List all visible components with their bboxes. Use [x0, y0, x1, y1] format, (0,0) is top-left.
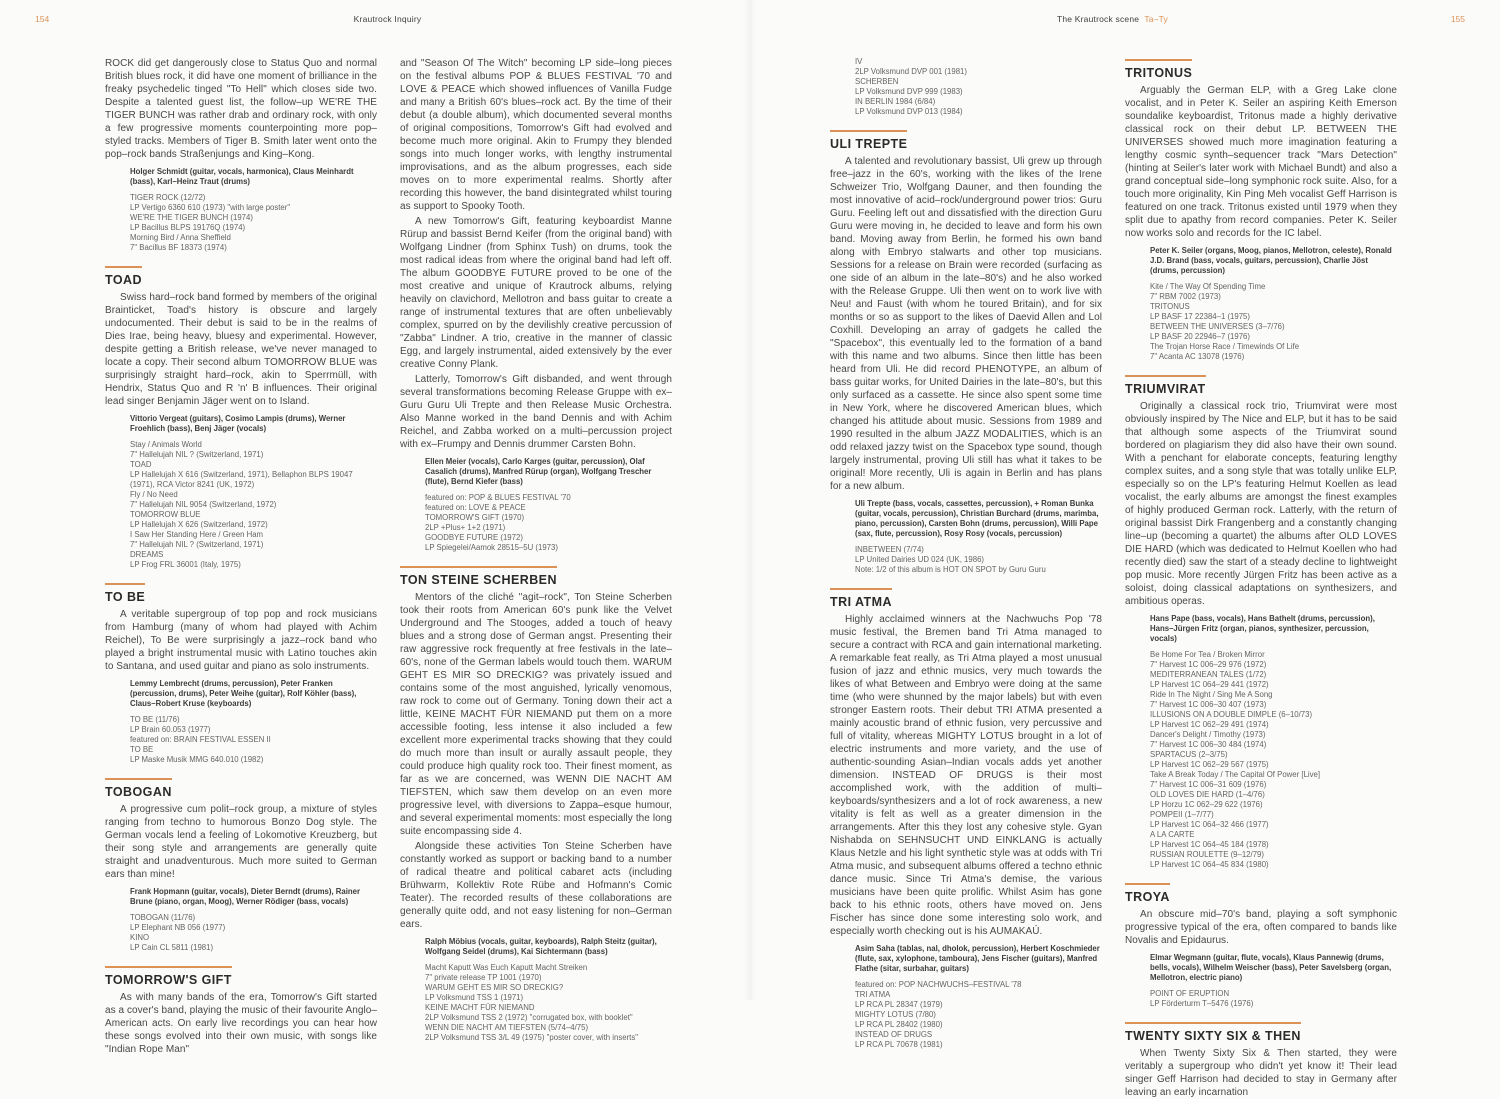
body-paragraph: An obscure mid–70's band, playing a soft symphonic progressive typical of the era, often compared to bands like Novalis and Epidaurus. [1125, 909, 1397, 946]
text-column-2 [400, 57, 672, 1042]
discography-line: LP Hallelujah X 616 (Switzerland, 1971), Bellaphon BLPS 19047 (1971), RCA Victor 8241 (UK, 1972) [130, 470, 353, 489]
discography-line: 7" RBM 7002 (1973) [1150, 292, 1221, 301]
discography-line: featured on: POP NACHWUCHS–FESTIVAL '78 [855, 980, 1022, 989]
discography-line: LP Volksmund TSS 1 (1971) [425, 993, 524, 1002]
discography-line: TOMORROW BLUE [130, 510, 201, 519]
discography-line: 7" Acanta AC 13078 (1976) [1150, 352, 1245, 361]
lineup-credits: Elmar Wegmann (guitar, flute, vocals), Klaus Pannewig (drums, bells, vocals), Wilhelm Weischer (bass), Peter Savelsberg (organ, Mellotron, electric piano) [1150, 953, 1392, 982]
discography-line: 7" Hallelujah NIL 9054 (Switzerland, 1972) [130, 500, 277, 509]
discography-line: LP Brain 60.053 (1977) [130, 725, 211, 734]
page-number-right: 155 [1450, 14, 1465, 24]
discography-line: LP Cain CL 5811 (1981) [130, 943, 214, 952]
body-paragraph: Highly acclaimed winners at the Nachwuchs Pop '78 music festival, the Bremen band Tri Atma managed to secure a contract with RCA and gain international marketing. A remarkable feat really, as Tri Atma played a most unusual fusion of jazz and ethnic musics, very much towards the likes of what Between and Embryo were doing at the same time (who were shunned by the major labels) but with even stronger Eastern roots. Their debut TRI ATMA presented a mainly acoustic brand of ethnic fusion, very percussive and full of vitality, whereas MIGHTY LOTUS brought in a lot of electric instruments and more variety, and the use of authentic-sounding Asian–Indian vocals adds yet another dimension. INSTEAD OF DRUGS is their most accomplished work, with the addition of multi–keyboards/synthesizers and a lot of rock awareness, a new vitality is felt as well as a greater dimension in the arrangements. After this they lost any cohesive style. Gyan Nishabda on SEHNSUCHT UND EINKLANG is actually Klaus Netzle and his light synthetic style was at odds with Tri Atma music, and subsequent albums offered a techno ethnic dance music. Since Tri Atma's demise, the various musicians have been quite prolific. Whilst Asim has gone back to his ethnic roots, others have moved on. Jens Fischer has since done some interesting solo work, and especially worth checking out is his AUMAKAÚ. [830, 614, 1102, 937]
body-paragraph: ROCK did get dangerously close to Status Quo and normal British blues rock, it did have one moment of brilliance in the freaky psychedelic tinged "To Hell" which closes side two. Despite a talented guest list, the follow–up WE'RE THE TIGER BUNCH was rather drab and ordinary rock, with only a few progressive moments counterpointing more pop–styled tracks. Members of Tiger B. Smith later went onto the pop–rock bands Straßenjungs and King–Kong. [105, 58, 377, 160]
discography-line: GOODBYE FUTURE (1972) [425, 533, 523, 542]
discography-line: LP RCA PL 70678 (1981) [855, 1040, 943, 1049]
discography-list [400, 963, 672, 1043]
discography-line: INSTEAD OF DRUGS [855, 1030, 933, 1039]
discography-line: LP BASF 20 22946–7 (1976) [1150, 332, 1250, 341]
discography-line: 2LP +Plus+ 1+2 (1971) [425, 523, 506, 532]
running-head-left: Krautrock Inquiry [353, 14, 422, 24]
body-paragraph: and "Season Of The Witch" becoming LP side–long pieces on the festival albums POP & BLUES FESTIVAL '70 and LOVE & PEACE which showed influences of Vanilla Fudge and many a British 60's blues–rock act. By the time of their debut (a double album), which documented several months of original compositions, Tomorrow's Gift had evolved and become much more original. Akin to Frumpy they blended songs into much longer works, with lengthy instrumental improvisations, and as the album progresses, each side moves on to more experimental realms. Shortly after recording this however, the band disintegrated whilst touring as support to Spooky Tooth. [400, 58, 672, 212]
lineup-credits: Vittorio Vergeat (guitars), Cosimo Lampis (drums), Werner Froehlich (bass), Benj Jäger (vocals) [130, 414, 346, 433]
discography-line: Dancer's Delight / Timothy (1973) [1150, 730, 1266, 739]
discography-list [105, 715, 377, 765]
discography-line: 7" Hallelujah NIL ? (Switzerland, 1971) [130, 540, 264, 549]
discography-line: Ride In The Night / Sing Me A Song [1150, 690, 1273, 699]
discography-line: Fly / No Need [130, 490, 178, 499]
discography-line: TIGER ROCK (12/72) [130, 193, 206, 202]
discography-line: MEDITERRANEAN TALES (1/72) [1150, 670, 1267, 679]
discography-line: SPARTACUS (2–3/75) [1150, 750, 1228, 759]
discography-line: LP Förderturm T–5476 (1976) [1150, 999, 1254, 1008]
discography-line: 7" Harvest 1C 006–31 609 (1976) [1150, 780, 1267, 789]
discography-line: LP Maske Musik MMG 640.010 (1982) [130, 755, 264, 764]
band-heading: TOAD [105, 266, 142, 287]
discography-line: KEINE MACHT FÜR NIEMAND [425, 1003, 535, 1012]
lineup-credits: Ellen Meier (vocals), Carlo Karges (guitar, percussion), Olaf Casalich (drums), Manfred Rürup (organ), Wolfgang Trescher (flute), Bernd Kiefer (bass) [425, 457, 652, 486]
discography-line: TRI ATMA [855, 990, 891, 999]
discography-line: SCHERBEN [855, 77, 899, 86]
discography-line: 7" Harvest 1C 006–30 484 (1974) [1150, 740, 1267, 749]
body-paragraph: Mentors of the cliché "agit–rock", Ton Steine Scherben took their roots from American 60's punk like the Velvet Underground and The Stooges, added a touch of heavy blues and a strong dose of German angst. Presenting their raw aggressive rock frequently at free festivals in the late–60's, none of the German labels would touch them. WARUM GEHT ES MIR SO DRECKIG? was privately issued and contains some of the most anguished, lyrically venomous, raw rock to come out of Germany. Toning down their act a little, KEINE MACHT FÜR NIEMAND put them on a more accessible footing, less intense it also included a few excellent more experimental tracks showing that they could do much more than insult or aurally assault people, they could produce high quality rock too. Their finest moment, as far as we are concerned, was WENN DIE NACHT AM TIEFSTEN, which saw them develop on an even more progressive level, with diversions to Zappa–esque humour, and several experimental moments: most especially the long suite encompassing side 4. [400, 592, 672, 837]
body-paragraph: Latterly, Tomorrow's Gift disbanded, and went through several transformations becoming Release Gruppe with ex–Guru Guru Uli Trepte and then Release Music Orchestra. Also Manne worked in the band Dennis and with Achim Reichel, and Zabba worked on a multi–percussion project with ex–Frumpy and Dennis drummer Carsten Bohn. [400, 374, 672, 450]
discography-list [1125, 282, 1397, 362]
discography-line: 7" private release TP 1001 (1970) [425, 973, 542, 982]
body-paragraph: Originally a classical rock trio, Triumvirat were most obviously inspired by The Nice and ELP, but it has to be said that although some aspects of the Triumvirat sound bordered on plagiarism they did also have their own sound. With a penchant for elaborate concepts, featuring lengthy complex suites, and a song style that was totally unlike ELP, especially so on the LP's featuring Helmut Koellen as lead vocalist, the early albums are amongst the finest examples of highly produced German rock. Latterly, with the return of original bassist Dirk Frangenberg and a constantly changing line–up (becoming a quartet) the albums after OLD LOVES DIE HARD (which was dedicated to Helmut Koellen who had recently died) saw the start of a steady decline to lightweight pop music. More recently Jürgen Fritz has been active as a soloist, doing classical adaptations on synthesizers, and ambitious operas. [1125, 401, 1397, 607]
discography-line: 2LP Volksmund DVP 001 (1981) [855, 67, 967, 76]
band-heading: ULI TREPTE [830, 130, 907, 151]
discography-line: 2LP Volksmund TSS 2 (1972) "corrugated box, with booklet" [425, 1013, 633, 1022]
body-paragraph: Alongside these activities Ton Steine Scherben have constantly worked as support or backing band to a number of radical theatre and political cabaret acts (including Brühwarm, Kollektiv Rote Rübe and Hofmann's Comic Teater). The recorded results of these collaborations are generally quite odd, and not easy listening for non–German ears. [400, 841, 672, 930]
discography-line: LP Harvest 1C 064–29 441 (1972) [1150, 680, 1269, 689]
page-number-left: 154 [35, 14, 50, 24]
discography-line: LP Harvest 1C 062–29 567 (1975) [1150, 760, 1269, 769]
discography-line: The Trojan Horse Race / Timewinds Of Life [1150, 342, 1300, 351]
discography-line: IV [855, 57, 863, 66]
discography-line: MIGHTY LOTUS (7/80) [855, 1010, 936, 1019]
band-heading: TOBOGAN [105, 778, 172, 799]
discography-list [830, 545, 1102, 575]
discography-line: 7" Hallelujah NIL ? (Switzerland, 1971) [130, 450, 264, 459]
lineup-credits: Asim Saha (tablas, nal, dholok, percussion), Herbert Koschmieder (flute, sax, xylophone, tamboura), Jens Fischer (guitars), Manfred Flathe (sitar, surbahar, guitars) [855, 944, 1100, 973]
lineup-credits: Peter K. Seiler (organs, Moog, pianos, Mellotron, celeste), Ronald J.D. Brand (bass, vocals, guitars, percussion), Charlie Jöst (drums, percussion) [1150, 246, 1392, 275]
discography-line: LP Bacillus BLPS 19176Q (1974) [130, 223, 246, 232]
discography-line: LP Horzu 1C 062–29 622 (1976) [1150, 800, 1263, 809]
body-paragraph: Swiss hard–rock band formed by members of the original Brainticket, Toad's history is obscure and largely undocumented. Their debut is said to be in the realms of Dies Irae, being heavy, bluesy and experimental. However, despite getting a British release, we've never managed to locate a copy. Their second album TOMORROW BLUE was surprisingly straight hard–rock, akin to Sperrmüll, with Hendrix, Status Quo and R 'n' B influences. Their original lead singer Benjamin Jäger went on to Island. [105, 292, 377, 407]
discography-line: TOAD [130, 460, 152, 469]
body-paragraph: As with many bands of the era, Tomorrow's Gift started as a cover's band, playing the music of their favourite Anglo–American acts. On early live recordings you can hear how these songs evolved into their own music, with songs like "Indian Rope Man" [105, 992, 377, 1055]
discography-line: LP Volksmund DVP 999 (1983) [855, 87, 963, 96]
discography-line: LP Harvest 1C 062–29 491 (1974) [1150, 720, 1269, 729]
discography-list [830, 980, 1102, 1050]
text-column-3 [830, 57, 1102, 1049]
discography-list [105, 440, 377, 570]
discography-line: TOBOGAN (11/76) [130, 913, 196, 922]
running-head-right-title: The Krautrock scene [1056, 14, 1140, 24]
discography-line: featured on: BRAIN FESTIVAL ESSEN II [130, 735, 271, 744]
discography-line: INBETWEEN (7/74) [855, 545, 924, 554]
band-heading: TON STEINE SCHERBEN [400, 566, 557, 587]
running-head-right [830, 14, 1395, 24]
lineup-credits: Lemmy Lembrecht (drums, percussion), Peter Franken (percussion, drums), Peter Weihe (guitar), Rolf Köhler (bass), Claus–Robert Kruse (keyboards) [130, 679, 357, 708]
discography-line: DREAMS [130, 550, 164, 559]
discography-line: 2LP Volksmund TSS 3/L 49 (1975) "poster cover, with inserts" [425, 1033, 638, 1042]
discography-line: KINO [130, 933, 150, 942]
discography-line: LP RCA PL 28402 (1980) [855, 1020, 943, 1029]
discography-line: LP United Dairies UD 024 (UK, 1986) [855, 555, 984, 564]
discography-line: LP Volksmund DVP 013 (1984) [855, 107, 963, 116]
discography-line: WARUM GEHT ES MIR SO DRECKIG? [425, 983, 564, 992]
discography-line: Take A Break Today / The Capital Of Power [Live] [1150, 770, 1321, 779]
discography-line: Note: 1/2 of this album is HOT ON SPOT by Guru Guru [855, 565, 1046, 574]
running-head-letter-range: Ta–Ty [1144, 14, 1169, 24]
discography-line: LP Harvest 1C 064–32 466 (1977) [1150, 820, 1269, 829]
discography-line: POMPEII (1–7/77) [1150, 810, 1214, 819]
discography-line: LP BASF 17 22384–1 (1975) [1150, 312, 1250, 321]
body-paragraph: Arguably the German ELP, with a Greg Lake clone vocalist, and in Peter K. Seiler an aspiring Keith Emerson soundalike keyboardist, Tritonus made a highly derivative classical rock on their debut LP. BETWEEN THE UNIVERSES showed much more imagination featuring a lengthy cosmic synth–sequencer track "Mars Detection" (hinting at Seiler's later work with Michael Bundt) and also a grand conceptual side–long symphonic rock suite. Also, for a touch more originality, Kin Ping Meh vocalist Geff Harrison is featured on one track. Tritonus existed until 1979 when they split due to apathy from record companies. Peter K. Seiler now works solo and records for the IC label. [1125, 85, 1397, 239]
discography-line: LP Harvest 1C 064–45 184 (1978) [1150, 840, 1269, 849]
discography-line: LP Elephant NB 056 (1977) [130, 923, 226, 932]
discography-line: LP Spiegelei/Aamok 28515–5U (1973) [425, 543, 558, 552]
lineup-credits: Uli Trepte (bass, vocals, cassettes, percussion), + Roman Bunka (guitar, vocals, percussion), Christian Burchard (drums, marimba, piano, percussion), Carsten Bohn (drums, percussion), Willi Pape (sax, flute, percussion), Rosy Rosy (vocals, percussion) [855, 499, 1099, 538]
text-column-4 [1125, 57, 1397, 1098]
band-heading: TRI ATMA [830, 588, 892, 609]
discography-line: IN BERLIN 1984 (6/84) [855, 97, 936, 106]
band-heading: TOMORROW'S GIFT [105, 966, 232, 987]
text-column-1 [105, 57, 377, 1055]
discography-line: 7" Harvest 1C 006–30 407 (1973) [1150, 700, 1267, 709]
discography-line: TRITONUS [1150, 302, 1190, 311]
discography-line: featured on: LOVE & PEACE [425, 503, 526, 512]
body-paragraph: A talented and revolutionary bassist, Uli grew up through free–jazz in the 60's, working with the likes of the Irene Schweizer Trio, Wolfgang Dauner, and then founding the most innovative of acid–rock/underground power trios: Guru Guru. Feeling left out and dissatisfied with the direction Guru Guru were moving in, he decided to leave and form his own band. Moving away from Berlin, he formed his own band along with Embryo stalwarts and other top musicians. Sessions for a release on Brain were recorded (surfacing as one side of an album in the late–80's) and he also worked with the Release Gruppe. Uli then went on to work live with Neu! and Faust (with whom he toured Britain), and for six months or so as support to the likes of Daevid Allen and Lol Coxhill. Developing an array of gadgets he called the "Spacebox", this eventually led to the formation of a band with this name and two albums. Since then little has been heard from Uli. He did record PHENOTYPE, an album of bass guitar works, for United Dairies in the late–80's, but this only surfaced as a cassette. He since also spent some time in New York, where he discovered American blues, which changed his attitude about music. Sessions from 1989 and 1990 resulted in the album JAZZ MODALITIES, which is an odd relaxed jazzy twist on the Spacebox type sound, though largely instrumental, proving Uli still has what it takes to be original! More recently, Uli is again in Berlin and has plans for a new album. [830, 156, 1102, 492]
discography-line: WE'RE THE TIGER BUNCH (1974) [130, 213, 253, 222]
lineup-credits: Ralph Möbius (vocals, guitar, keyboards), Ralph Steitz (guitar), Wolfgang Seidel (drums), Kai Sichtermann (bass) [425, 937, 657, 956]
band-heading: TWENTY SIXTY SIX & THEN [1125, 1022, 1301, 1043]
body-paragraph: A progressive cum polit–rock group, a mixture of styles ranging from techno to humorous Bonzo Dog style. The German vocals lend a feeling of Lokomotive Kreuzberg, but their song style and arrangements are generally quite straight and unadventurous. Much more suited to German ears than mine! [105, 804, 377, 880]
discography-line: Kite / The Way Of Spending Time [1150, 282, 1266, 291]
lineup-credits: Holger Schmidt (guitar, vocals, harmonica), Claus Meinhardt (bass), Karl–Heinz Traut (drums) [130, 167, 354, 186]
discography-line: LP Frog FRL 36001 (Italy, 1975) [130, 560, 241, 569]
discography-line: Morning Bird / Anna Sheffield [130, 233, 231, 242]
discography-line: featured on: POP & BLUES FESTIVAL '70 [425, 493, 571, 502]
discography-list [105, 193, 377, 253]
discography-line: OLD LOVES DIE HARD (1–4/76) [1150, 790, 1265, 799]
discography-list [1125, 989, 1397, 1009]
band-heading: TRITONUS [1125, 59, 1192, 80]
discography-line: Macht Kaputt Was Euch Kaputt Macht Streiken [425, 963, 588, 972]
discography-line: ILLUSIONS ON A DOUBLE DIMPLE (6–10/73) [1150, 710, 1313, 719]
band-heading: TO BE [105, 583, 145, 604]
discography-line: WENN DIE NACHT AM TIEFSTEN (5/74–4/75) [425, 1023, 589, 1032]
discography-list [105, 913, 377, 953]
discography-line: POINT OF ERUPTION [1150, 989, 1230, 998]
discography-line: 7" Bacillus BF 18373 (1974) [130, 243, 227, 252]
body-paragraph: When Twenty Sixty Six & Then started, they were veritably a supergroup who didn't yet know it! Their lead singer Geff Harrison had decided to stay in Germany after leaving an early incarnation [1125, 1048, 1397, 1098]
lineup-credits: Hans Pape (bass, vocals), Hans Bathelt (drums, percussion), Hans–Jürgen Fritz (organ, pianos, synthesizer, percussion, vocals) [1150, 614, 1375, 643]
band-heading: TROYA [1125, 883, 1170, 904]
discography-line: RUSSIAN ROULETTE (9–12/79) [1150, 850, 1264, 859]
discography-line: LP Hallelujah X 626 (Switzerland, 1972) [130, 520, 268, 529]
discography-list [400, 493, 672, 553]
discography-line: LP Harvest 1C 064–45 834 (1980) [1150, 860, 1269, 869]
body-paragraph: A new Tomorrow's Gift, featuring keyboardist Manne Rürup and bassist Bernd Keifer (from the original band) with Wolfgang Lindner (from Sphinx Tush) on drums, took the most radical ideas from where the original band had left off. The album GOODBYE FUTURE proved to be one of the most creative and unique of Krautrock albums, relying heavily on clavichord, Mellotron and bass guitar to create a range of instrumental textures that are often unbelievably complex, spurred on by the devilishly creative percussion of "Zabba" Lindner. A trio, creative in the manner of classic Egg, and largely instrumental, aided extensively by the ever creative Conny Plank. [400, 216, 672, 370]
band-heading: TRIUMVIRAT [1125, 375, 1206, 396]
discography-line: Stay / Animals World [130, 440, 202, 449]
discography-line: I Saw Her Standing Here / Green Ham [130, 530, 264, 539]
discography-line: A LA CARTE [1150, 830, 1195, 839]
discography-line: TOMORROW'S GIFT (1970) [425, 513, 525, 522]
discography-line: TO BE (11/76) [130, 715, 180, 724]
discography-list [830, 57, 1102, 117]
discography-line: Be Home For Tea / Broken Mirror [1150, 650, 1265, 659]
body-paragraph: A veritable supergroup of top pop and rock musicians from Hamburg (many of whom had played with Achim Reichel), To Be were surprisingly a jazz–rock band who played a bright instrumental music with Latino touches akin to Santana, and used guitar and piano as solo instruments. [105, 609, 377, 672]
discography-list [1125, 650, 1397, 870]
discography-line: LP Vertigo 6360 610 (1973) "with large poster" [130, 203, 291, 212]
discography-line: 7" Harvest 1C 006–29 976 (1972) [1150, 660, 1267, 669]
discography-line: LP RCA PL 28347 (1979) [855, 1000, 943, 1009]
page-gutter [744, 0, 756, 1000]
discography-line: BETWEEN THE UNIVERSES (3–7/76) [1150, 322, 1285, 331]
lineup-credits: Frank Hopmann (guitar, vocals), Dieter Berndt (drums), Rainer Brune (piano, organ, Moog), Werner Rödiger (bass, vocals) [130, 887, 361, 906]
discography-line: TO BE [130, 745, 154, 754]
